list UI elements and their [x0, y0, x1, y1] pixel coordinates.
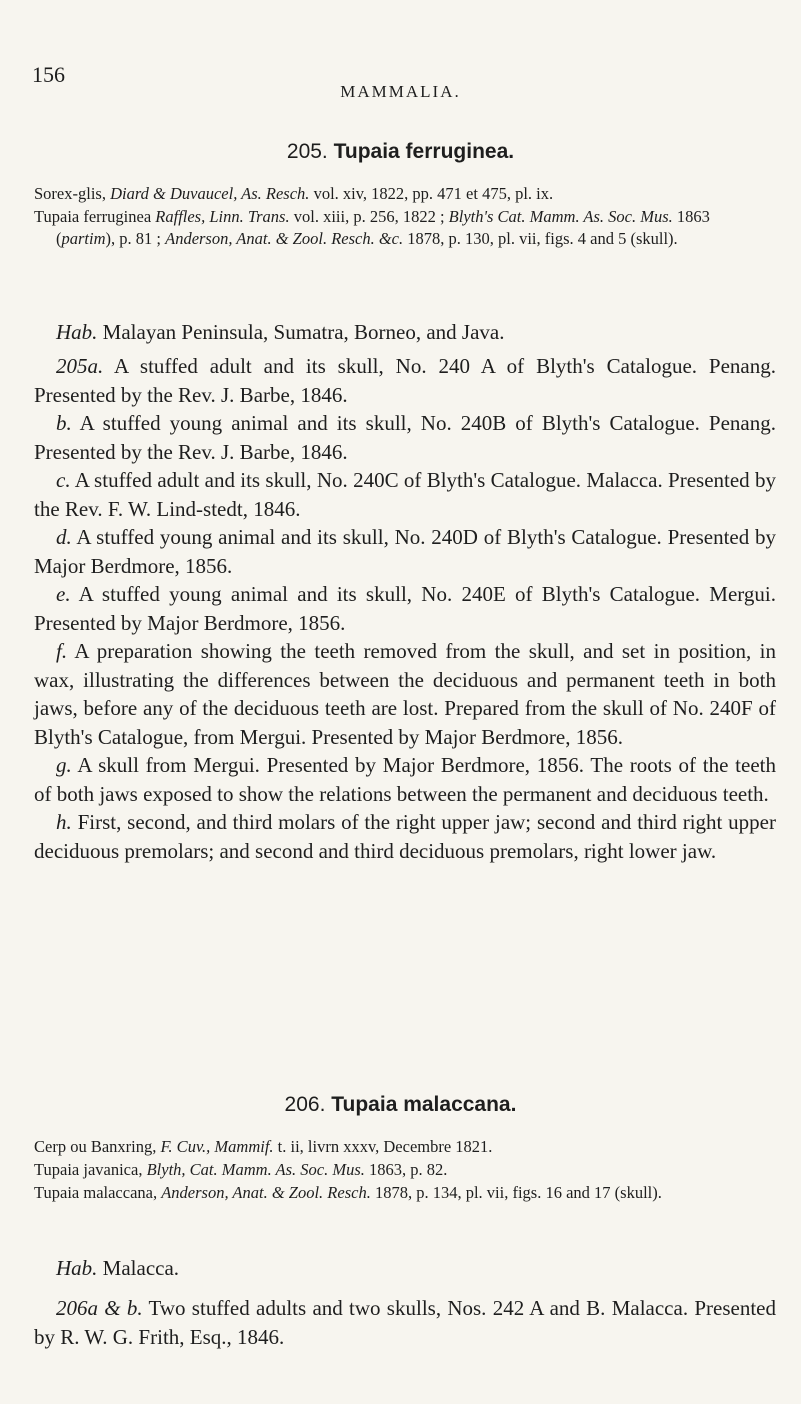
specimen-label: g.	[56, 753, 72, 777]
citation-text: 1878, p. 130, pl. vii, figs. 4 and 5 (skull).	[403, 229, 678, 248]
habitat-label: Hab.	[56, 320, 98, 344]
specimen-label: c.	[56, 468, 71, 492]
species-name: Tupaia malaccana.	[331, 1093, 517, 1116]
citation-text: Tupaia malaccana,	[34, 1183, 162, 1202]
section-title	[0, 1093, 801, 1117]
specimen-text: A stuffed young animal and its skull, No. 240B of Blyth's Catalogue. Penang. Presented by the Rev. J. Barbe, 1846.	[34, 411, 776, 464]
specimen-label: e.	[56, 582, 71, 606]
habitat-text: Malacca.	[97, 1256, 180, 1280]
citation-text: Cerp ou Banxring,	[34, 1137, 161, 1156]
specimen-label: d.	[56, 525, 72, 549]
specimen-text: A skull from Mergui. Presented by Major Berdmore, 1856. The roots of the teeth of both jaws exposed to show the relations between the permanent and deciduous teeth.	[34, 753, 776, 806]
citation-text: ), p. 81 ;	[105, 229, 166, 248]
citation-source: Raffles, Linn. Trans.	[155, 207, 290, 226]
citation-text: Sorex-glis,	[34, 184, 111, 203]
specimen-entry	[34, 352, 776, 409]
section-title	[0, 140, 801, 164]
specimen-entry	[34, 751, 776, 808]
citation-text: Tupaia ferruginea	[34, 207, 156, 226]
citation-text: t. ii, livrn xxxv, Decembre 1821.	[273, 1137, 493, 1156]
synonymy	[34, 183, 772, 251]
synonym-citation	[34, 183, 772, 205]
citation-text: 1863, p. 82.	[364, 1160, 448, 1179]
citation-text: vol. xiv, 1822, pp. 471 et 475, pl. ix.	[309, 184, 554, 203]
citation-text: 1878, p. 134, pl. vii, figs. 16 and 17 (skull).	[370, 1183, 662, 1202]
citation-source: F. Cuv., Mammif.	[160, 1137, 274, 1156]
citation-source: Anderson, Anat. & Zool. Resch. &c.	[165, 229, 404, 248]
specimen-label: h.	[56, 810, 72, 834]
citation-source: Anderson, Anat. & Zool. Resch.	[161, 1183, 371, 1202]
citation-source: partim	[61, 229, 106, 248]
specimen-entry	[34, 637, 776, 751]
citation-text: vol. xiii, p. 256, 1822 ;	[289, 207, 449, 226]
specimen-text: A stuffed adult and its skull, No. 240 A of Blyth's Catalogue. Penang. Presented by the Rev. J. Barbe, 1846.	[34, 354, 776, 407]
specimen-label: b.	[56, 411, 72, 435]
section-number: 205.	[286, 140, 328, 163]
specimen-entry	[34, 580, 776, 637]
specimen-list	[34, 352, 776, 865]
specimen-text: Two stuffed adults and two skulls, Nos. 242 A and B. Malacca. Presented by R. W. G. Frith, Esq., 1846.	[34, 1296, 776, 1349]
specimen-entry	[34, 808, 776, 865]
specimen-text: A stuffed young animal and its skull, No. 240D of Blyth's Catalogue. Presented by Major Berdmore, 1856.	[34, 525, 776, 578]
citation-source: Diard & Duvaucel, As. Resch.	[110, 184, 310, 203]
citation-source: Blyth's Cat. Mamm. As. Soc. Mus.	[448, 207, 673, 226]
specimen-entry	[34, 466, 776, 523]
citation-text: Tupaia javanica,	[34, 1160, 147, 1179]
specimen-text: A stuffed young animal and its skull, No. 240E of Blyth's Catalogue. Mergui. Presented by Major Berdmore, 1856.	[34, 582, 776, 635]
specimen-text: First, second, and third molars of the right upper jaw; second and third right upper deciduous premolars; and second and third deciduous premolars, right lower jaw.	[34, 810, 776, 863]
specimen-label: 205a.	[56, 354, 104, 378]
specimen-label: f.	[56, 639, 68, 663]
specimen-text: A preparation showing the teeth removed from the skull, and set in position, in wax, illustrating the differences between the deciduous and permanent teeth in both jaws, before any of the deciduous teeth are lost. Prepared from the skull of No. 240F of Blyth's Catalogue, from Mergui. Presented by Major Berdmore, 1856.	[34, 639, 776, 749]
synonym-citation	[34, 1136, 772, 1158]
specimen-entry	[34, 1294, 776, 1351]
habitat-label: Hab.	[56, 1256, 98, 1280]
citation-text: 1863 (	[56, 207, 710, 248]
habitat-text: Malayan Peninsula, Sumatra, Borneo, and Java.	[97, 320, 505, 344]
page-number: 156	[32, 62, 65, 87]
habitat-line	[56, 1254, 776, 1282]
citation-source: Blyth, Cat. Mamm. As. Soc. Mus.	[146, 1160, 365, 1179]
habitat-line	[56, 318, 776, 346]
specimen-label: 206a & b.	[56, 1296, 143, 1320]
specimen-entry	[34, 409, 776, 466]
species-name: Tupaia ferruginea.	[333, 140, 515, 163]
specimen-text: A stuffed adult and its skull, No. 240C of Blyth's Catalogue. Malacca. Presented by the Rev. F. W. Lind-stedt, 1846.	[34, 468, 776, 521]
synonymy	[34, 1136, 772, 1205]
specimen-entry	[34, 523, 776, 580]
running-head: MAMMALIA.	[340, 82, 461, 101]
specimen-list	[34, 1294, 776, 1351]
section-number: 206.	[284, 1093, 326, 1116]
synonym-citation	[34, 206, 772, 250]
synonym-citation	[34, 1159, 772, 1181]
synonym-citation	[34, 1182, 772, 1204]
